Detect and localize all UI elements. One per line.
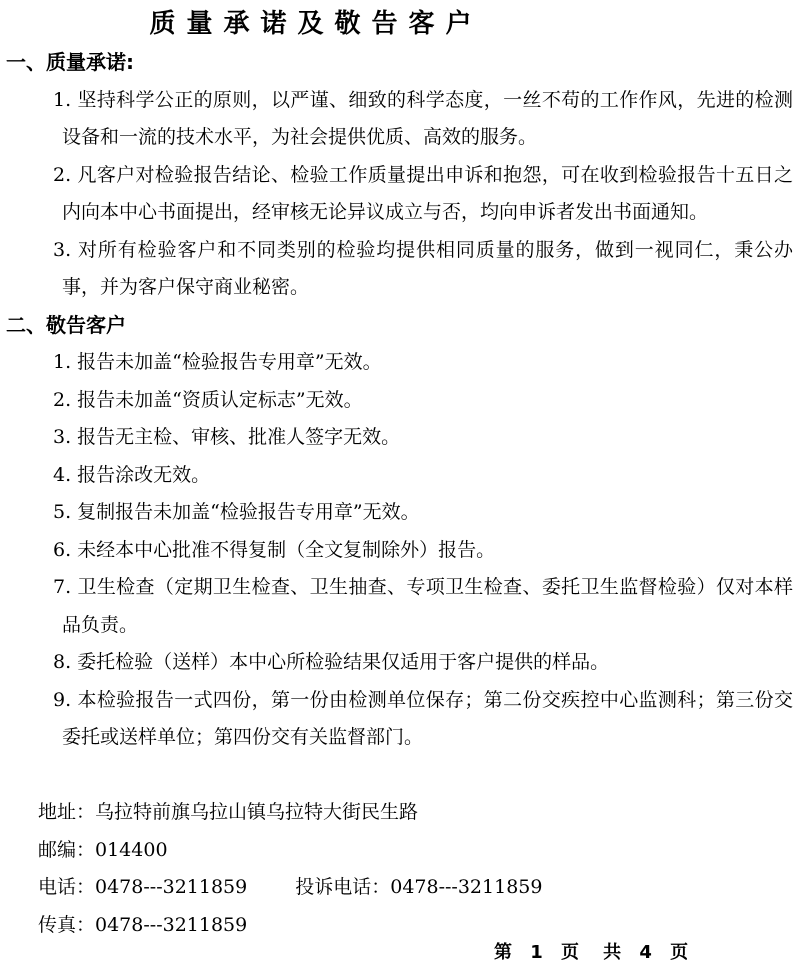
- item-number: 2.: [53, 388, 72, 411]
- contact-block: [6, 794, 795, 944]
- list-item: [53, 532, 795, 570]
- page-title: 质量承诺及敬告客户: [149, 9, 483, 39]
- list-item: [53, 569, 795, 644]
- item-text: 本检验报告一式四份，第一份由检测单位保存；第二份交疾控中心监测科；第三份交委托或送样单位；第四份交有关监督部门。: [62, 688, 793, 748]
- contact-complaint-phone: 投诉电话：0478---3211859: [295, 876, 543, 898]
- item-text: 凡客户对检验报告结论、检验工作质量提出申诉和抱怨，可在收到检验报告十五日之内向本中心书面提出，经审核无论异议成立与否，均向申诉者发出书面通知。: [62, 163, 793, 223]
- item-text: 未经本中心批准不得复制（全文复制除外）报告。: [77, 538, 496, 561]
- item-number: 7.: [53, 576, 72, 598]
- item-number: 2.: [53, 163, 72, 186]
- current-page-label: 第 1 页: [494, 942, 586, 963]
- total-pages-label: 共 4 页: [603, 942, 695, 963]
- item-text: 报告未加盖“检验报告专用章”无效。: [77, 351, 382, 373]
- list-item: [53, 419, 795, 457]
- item-number: 9.: [53, 688, 72, 711]
- item-number: 3.: [53, 426, 72, 448]
- item-number: 3.: [53, 238, 72, 261]
- list-item: [53, 682, 795, 757]
- item-number: 4.: [53, 463, 72, 486]
- list-item: [53, 382, 795, 420]
- contact-phone-line: [38, 869, 795, 907]
- item-text: 报告无主检、审核、批准人签字无效。: [77, 426, 401, 448]
- contact-phone: 电话：0478---3211859: [38, 876, 248, 898]
- item-number: 5.: [53, 501, 72, 523]
- contact-fax: 传真：0478---3211859: [38, 913, 248, 936]
- page-number-footer: [494, 934, 795, 972]
- contact-address: 地址：乌拉特前旗乌拉山镇乌拉特大街民生路: [38, 801, 419, 823]
- item-text: 报告未加盖“资质认定标志”无效。: [77, 388, 363, 411]
- item-number: 1.: [53, 351, 72, 373]
- list-item: [53, 644, 795, 682]
- item-number: 6.: [53, 538, 72, 561]
- contact-postcode: 邮编：014400: [38, 838, 168, 861]
- item-text: 卫生检查（定期卫生检查、卫生抽查、专项卫生检查、委托卫生监督检验）仅对本样品负责。: [62, 576, 793, 636]
- item-text: 委托检验（送样）本中心所检验结果仅适用于客户提供的样品。: [77, 651, 610, 673]
- item-text: 对所有检验客户和不同类别的检验均提供相同质量的服务，做到一视同仁，秉公办事，并为客户保守商业秘密。: [62, 238, 793, 298]
- list-item: [53, 232, 795, 307]
- list-item: [53, 82, 795, 157]
- item-text: 复制报告未加盖“检验报告专用章”无效。: [77, 501, 420, 523]
- item-text: 坚持科学公正的原则，以严谨、细致的科学态度，一丝不苟的工作作风，先进的检测设备和一流的技术水平，为社会提供优质、高效的服务。: [62, 88, 793, 148]
- list-item: [53, 157, 795, 232]
- document-body: [6, 44, 795, 972]
- list-item: [53, 494, 795, 532]
- section-heading-quality-commitment: 一、质量承诺:: [6, 50, 134, 74]
- list-item: [53, 457, 795, 495]
- item-text: 报告涂改无效。: [77, 463, 211, 486]
- item-number: 8.: [53, 651, 72, 673]
- section-heading-customer-notice: 二、敬告客户: [6, 312, 126, 337]
- list-item: [53, 344, 795, 382]
- item-number: 1.: [53, 88, 72, 111]
